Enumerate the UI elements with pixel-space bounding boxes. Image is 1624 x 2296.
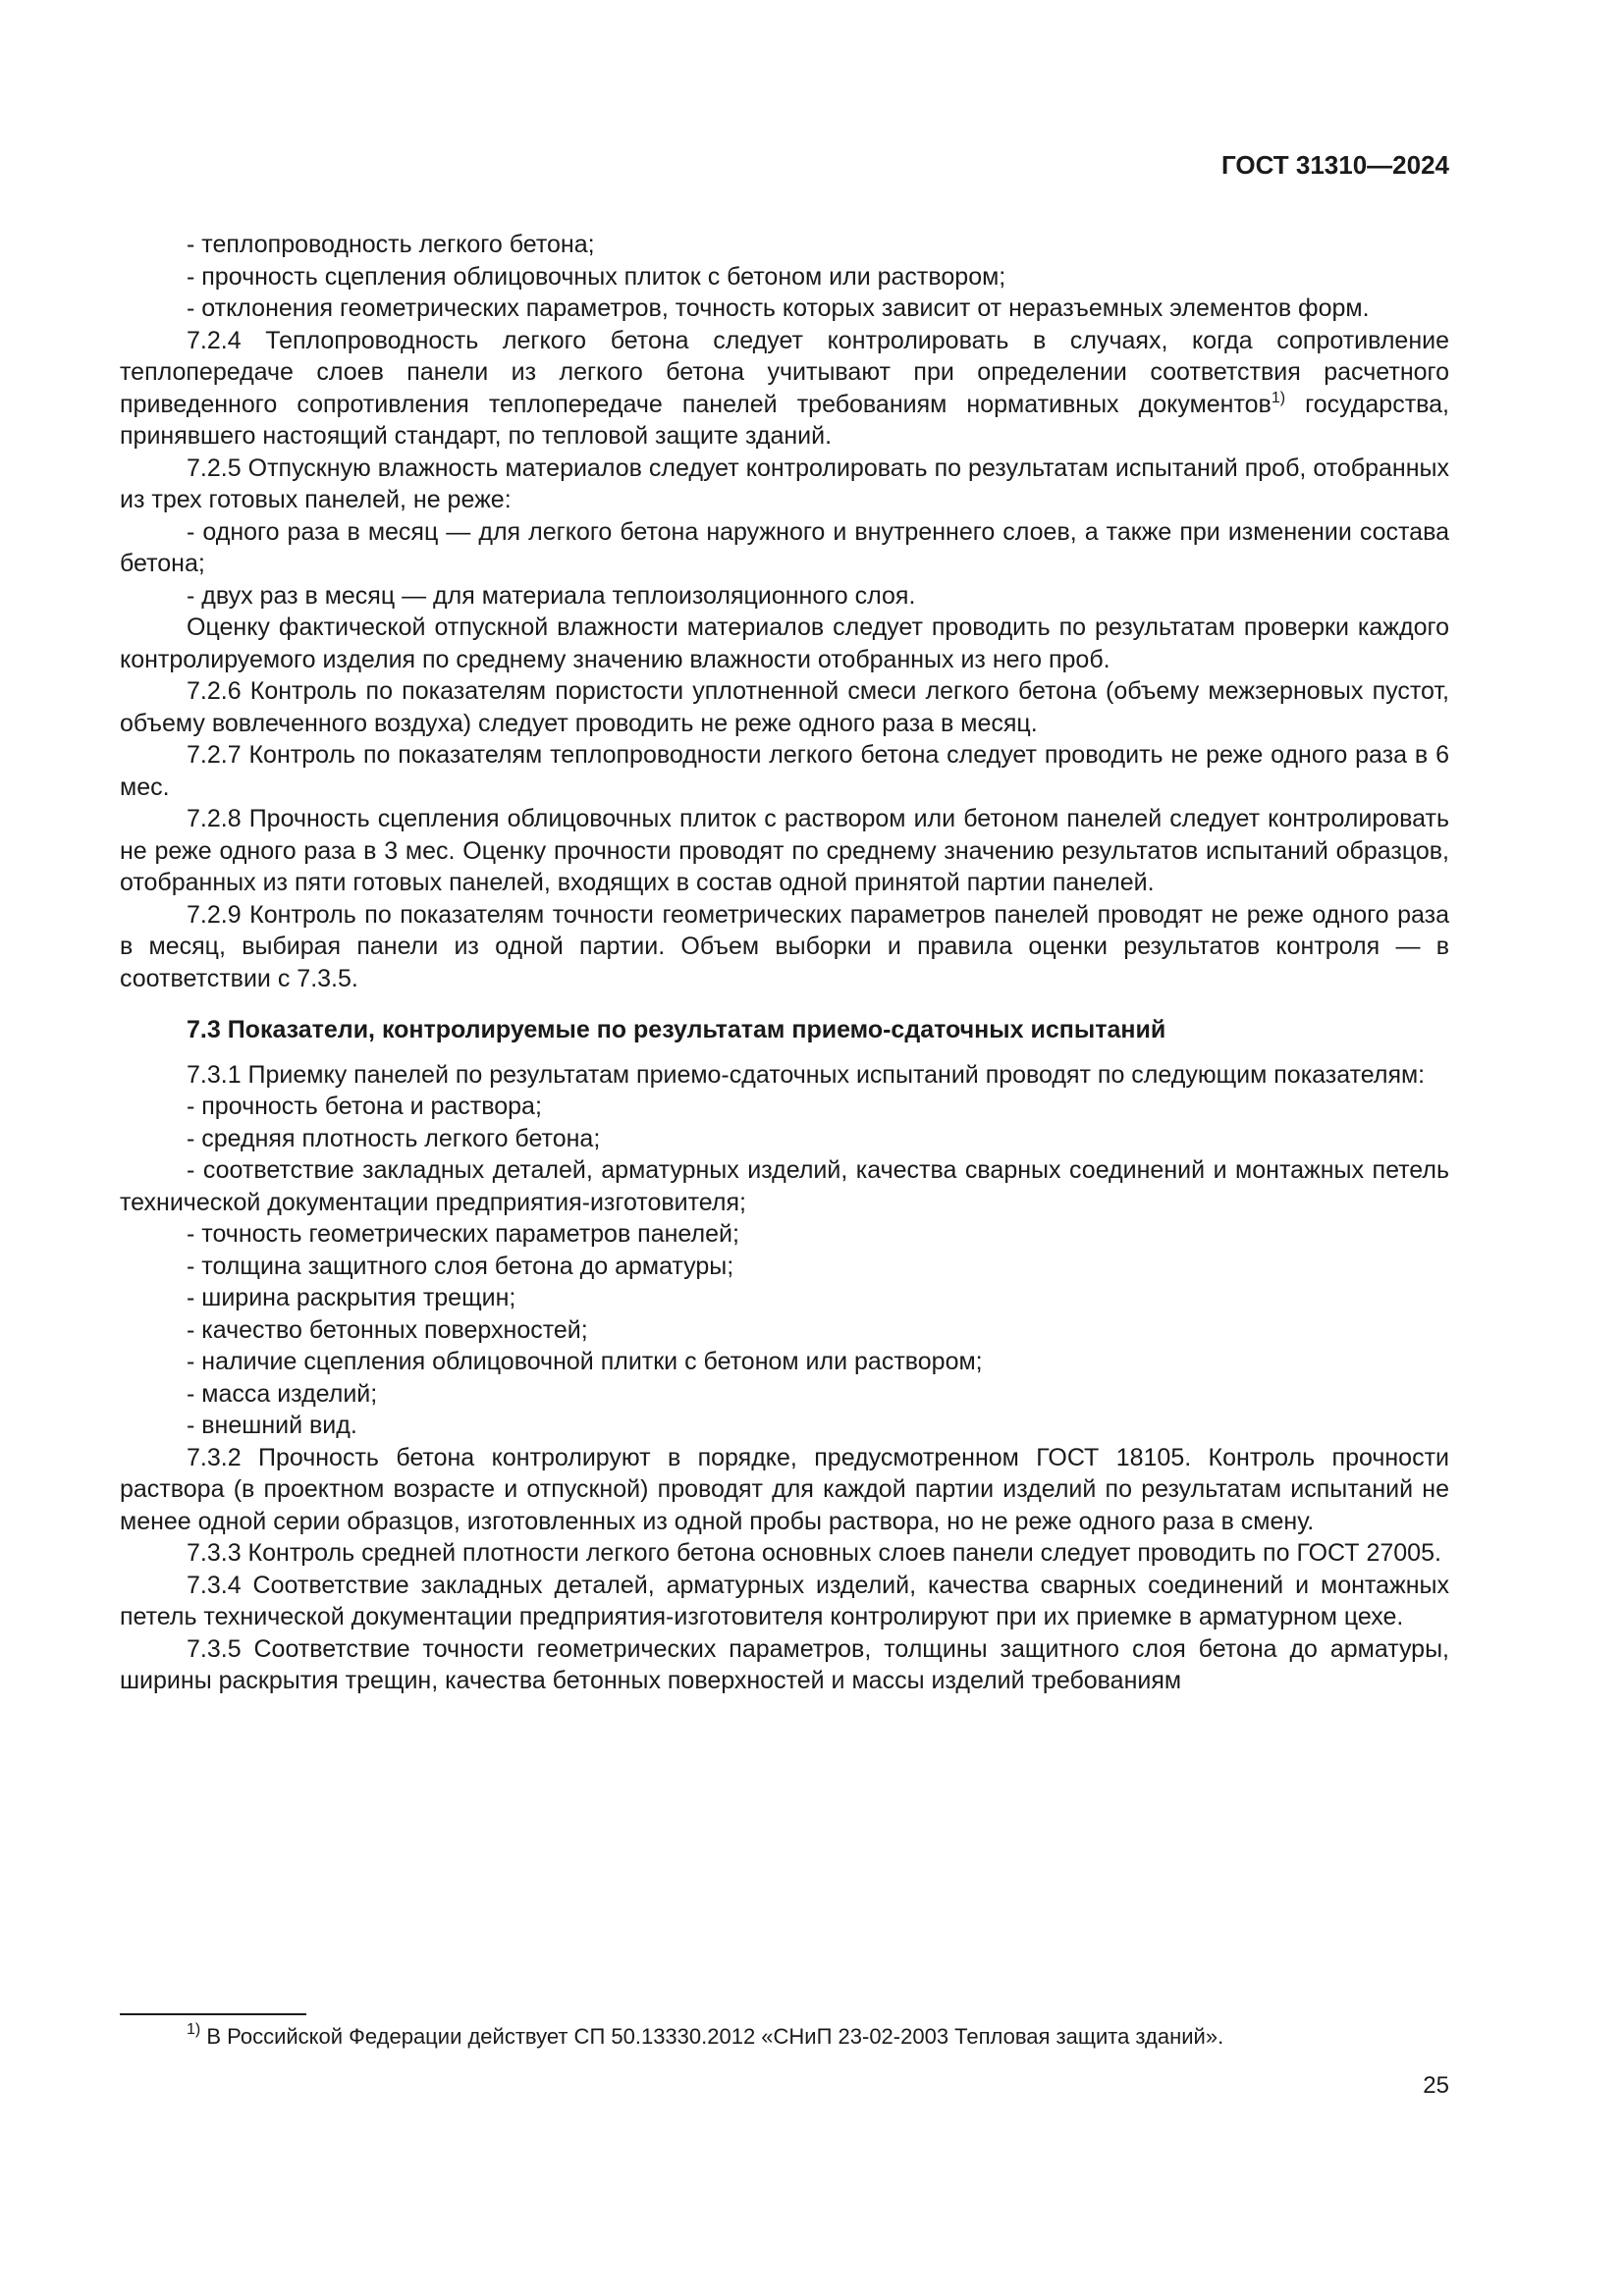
list-item: - наличие сцепления облицовочной плитки с бетоном или раствором; [187,1348,983,1375]
list-item: - прочность бетона и раствора; [187,1093,542,1120]
paragraph-7-2-9: 7.2.9 Контроль по показателям точности геометрических параметров панелей проводят не реже одного раза в месяц, выбирая панели из одной партии. Объем выборки и правила оценки результатов контроля — в соответствии с 7.3.5. [120,900,1449,992]
list-item: - средняя плотность легкого бетона; [187,1124,601,1152]
list-item: - ширина раскрытия трещин; [187,1284,516,1311]
list-item: - двух раз в месяц — для материала теплоизоляционного слоя. [187,581,916,610]
footnote-divider [120,2013,306,2015]
list-item: - толщина защитного слоя бетона до арматуры; [187,1252,734,1280]
document-code-header: ГОСТ 31310—2024 [1221,150,1449,180]
paragraph-7-3-4: 7.3.4 Соответствие закладных деталей, арматурных изделий, качества сварных соединений и монтажных петель технической документации предприятия-изготовителя контролируют при их приемке в арматурном цехе. [120,1571,1449,1630]
body-text [120,229,1449,1697]
list-item: - соответствие закладных деталей, арматурных изделий, качества сварных соединений и монтажных петель технической документации предприятия-изготовителя; [120,1156,1449,1216]
paragraph-7-2-4-tail: государства, принявшего настоящий стандарт, по тепловой защите зданий. [120,390,1449,450]
paragraph-7-2-4-text: 7.2.4 Теплопроводность легкого бетона следует контролировать в случаях, когда сопротивление теплопередаче слоев панели из легкого бетона учитывают при определении соответствия расчетного приведенного сопротивления теплопередаче панелей требованиям нормативных документов [120,326,1449,418]
list-item: - прочность сцепления облицовочных плиток с бетоном или раствором; [187,262,1006,291]
paragraph-7-2-8: 7.2.8 Прочность сцепления облицовочных плиток с раствором или бетоном панелей следует контролировать не реже одного раза в 3 мес. Оценку прочности проводят по среднему значению результатов испытаний образцов, отобранных из пяти готовых панелей, входящих в состав одной принятой партии панелей. [120,805,1449,896]
list-item: - внешний вид. [187,1412,357,1439]
list-item: - одного раза в месяц — для легкого бетона наружного и внутреннего слоев, а также при изменении состава бетона; [120,517,1449,577]
footnote-text: В Российской Федерации действует СП 50.13330.2012 «СНиП 23-02-2003 Тепловая защита зданий». [200,2024,1224,2049]
section-heading-7-3: 7.3 Показатели, контролируемые по результатам приемо-сдаточных испытаний [187,1016,1166,1043]
paragraph-7-3-5: 7.3.5 Соответствие точности геометрических параметров, толщины защитного слоя бетона до арматуры, ширины раскрытия трещин, качества бетонных поверхностей и массы изделий требованиям [120,1634,1449,1694]
list-item: - теплопроводность легкого бетона; [187,231,595,258]
paragraph-7-2-4 [120,325,1449,453]
footnote-reference: 1) [1271,389,1286,406]
paragraph-7-3-2: 7.3.2 Прочность бетона контролируют в порядке, предусмотренном ГОСТ 18105. Контроль прочности раствора (в проектном возрасте и отпускной) проводят для каждой партии изделий по результатам испытаний не менее одной серии образцов, изготовленных из одной пробы раствора, но не реже одного раза в смену. [120,1443,1449,1535]
list-item: - отклонения геометрических параметров, точность которых зависит от неразъемных элементов форм. [187,294,1370,322]
page-number: 25 [1423,2072,1449,2099]
paragraph-7-2-5: 7.2.5 Отпускную влажность материалов следует контролировать по результатам испытаний проб, отобранных из трех готовых панелей, не реже: [120,454,1449,513]
paragraph-7-3-3: 7.3.3 Контроль средней плотности легкого бетона основных слоев панели следует проводить по ГОСТ 27005. [187,1539,1441,1567]
paragraph-7-2-6: 7.2.6 Контроль по показателям пористости уплотненной смеси легкого бетона (объему межзерновых пустот, объему вовлеченного воздуха) следует проводить не реже одного раза в месяц. [120,677,1449,737]
paragraph-7-2-7: 7.2.7 Контроль по показателям теплопроводности легкого бетона следует проводить не реже одного раза в 6 мес. [120,741,1449,801]
footnote [187,2022,1449,2052]
paragraph-7-3-1: 7.3.1 Приемку панелей по результатам приемо-сдаточных испытаний проводят по следующим показателям: [187,1060,1426,1089]
paragraph: Оценку фактической отпускной влажности материалов следует проводить по результатам проверки каждого контролируемого изделия по среднему значению влажности отобранных из него проб. [120,614,1449,673]
list-item: - качество бетонных поверхностей; [187,1315,588,1344]
list-item: - масса изделий; [187,1379,378,1408]
list-item: - точность геометрических параметров панелей; [187,1220,739,1248]
footnote-mark: 1) [187,2021,201,2038]
